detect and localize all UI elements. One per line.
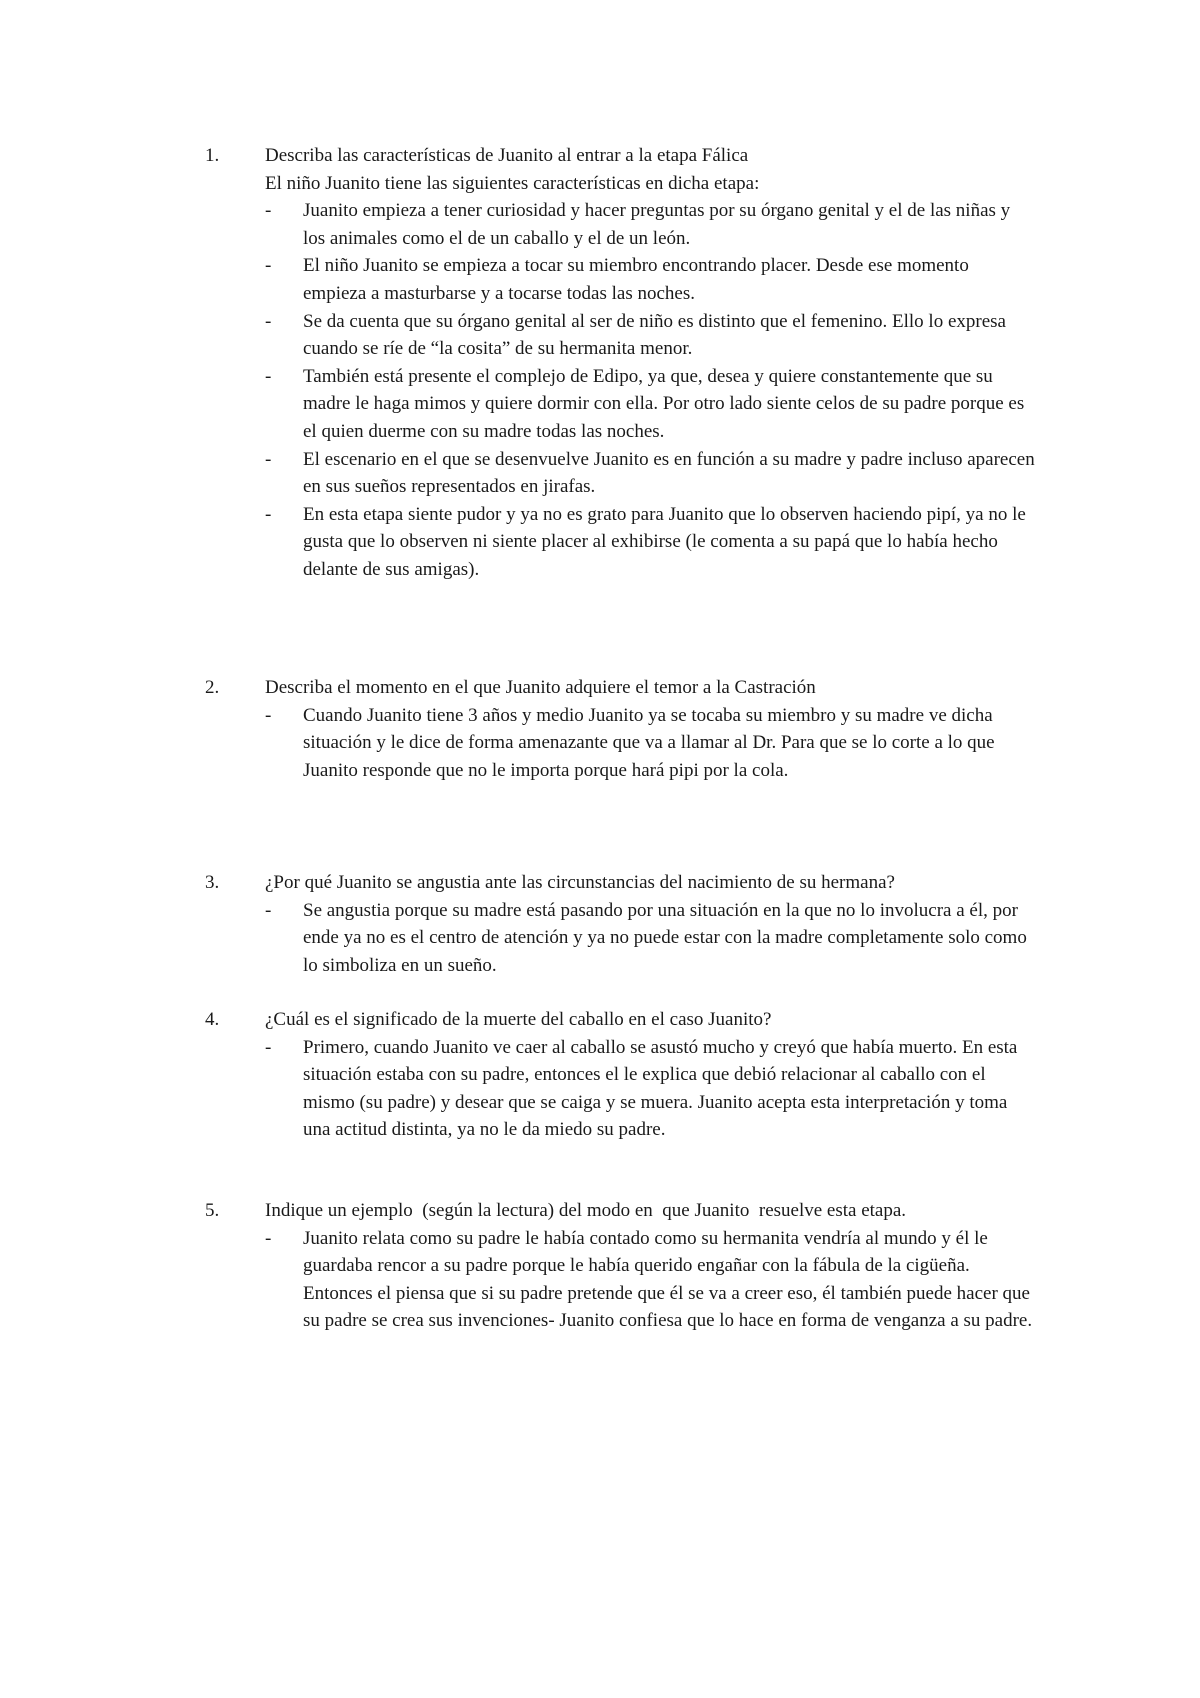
answer-item bbox=[205, 1225, 1035, 1335]
bullet-dash: - bbox=[265, 1036, 272, 1058]
answer-item bbox=[205, 197, 1035, 252]
bullet-dash: - bbox=[265, 503, 272, 525]
question-header bbox=[205, 142, 1035, 170]
question-number: 4. bbox=[205, 1009, 220, 1030]
bullet-dash: - bbox=[265, 310, 272, 332]
answer-text: El niño Juanito se empieza a tocar su miembro encontrando placer. Desde ese momento empieza a masturbarse y a tocarse todas las noches. bbox=[303, 255, 969, 304]
answer-item bbox=[205, 308, 1035, 363]
question-title: ¿Por qué Juanito se angustia ante las circunstancias del nacimiento de su hermana? bbox=[265, 872, 895, 893]
question-4 bbox=[205, 1006, 1035, 1144]
question-title: ¿Cuál es el significado de la muerte del caballo en el caso Juanito? bbox=[265, 1009, 772, 1030]
bullet-dash: - bbox=[265, 704, 272, 726]
question-title: Describa el momento en el que Juanito adquiere el temor a la Castración bbox=[265, 677, 816, 698]
question-1 bbox=[205, 142, 1035, 584]
bullet-dash: - bbox=[265, 255, 272, 277]
bullet-dash: - bbox=[265, 1227, 272, 1249]
answer-list bbox=[205, 1225, 1035, 1335]
question-5 bbox=[205, 1197, 1035, 1335]
question-3 bbox=[205, 869, 1035, 979]
question-number: 2. bbox=[205, 677, 220, 698]
answer-list bbox=[205, 897, 1035, 980]
answer-list bbox=[205, 1034, 1035, 1144]
answer-item bbox=[205, 252, 1035, 307]
question-header bbox=[205, 674, 1035, 702]
question-2 bbox=[205, 674, 1035, 784]
question-number: 1. bbox=[205, 145, 220, 166]
question-title: Describa las características de Juanito al entrar a la etapa Fálica bbox=[265, 145, 749, 166]
question-header bbox=[205, 1006, 1035, 1034]
answer-text: Primero, cuando Juanito ve caer al caballo se asustó mucho y creyó que había muerto. En esta situación estaba con su padre, entonces el le explica que debió relacionar al caballo con el mismo (su padre) y desear que se caiga y se muera. Juanito acepta esta interpretación y toma una actitud distinta, ya no le da miedo su padre. bbox=[303, 1036, 1018, 1141]
bullet-dash: - bbox=[265, 899, 272, 921]
answer-item bbox=[205, 501, 1035, 584]
answer-list bbox=[205, 702, 1035, 785]
answer-text: Cuando Juanito tiene 3 años y medio Juanito ya se tocaba su miembro y su madre ve dicha situación y le dice de forma amenazante que va a llamar al Dr. Para que se lo corte a lo que Juanito responde que no le importa porque hará pipi por la cola. bbox=[303, 704, 995, 781]
answer-item bbox=[205, 446, 1035, 501]
question-number: 3. bbox=[205, 872, 220, 893]
answer-item bbox=[205, 1034, 1035, 1144]
answer-text: En esta etapa siente pudor y ya no es grato para Juanito que lo observen haciendo pipí, ya no le gusta que lo observen ni siente placer al exhibirse (le comenta a su papá que lo había hecho delante de sus amigas). bbox=[303, 503, 1026, 580]
question-number: 5. bbox=[205, 1200, 220, 1221]
question-header bbox=[205, 869, 1035, 897]
bullet-dash: - bbox=[265, 200, 272, 222]
question-header bbox=[205, 1197, 1035, 1225]
answer-text: Se angustia porque su madre está pasando por una situación en la que no lo involucra a él, por ende ya no es el centro de atención y ya no puede estar con la madre completamente solo como lo simboliza en un sueño. bbox=[303, 899, 1027, 976]
answer-item bbox=[205, 897, 1035, 980]
answer-item bbox=[205, 363, 1035, 446]
answer-text: El escenario en el que se desenvuelve Juanito es en función a su madre y padre incluso aparecen en sus sueños representados en jirafas. bbox=[303, 448, 1035, 498]
answer-text: También está presente el complejo de Edipo, ya que, desea y quiere constantemente que su madre le haga mimos y quiere dormir con ella. Por otro lado siente celos de su padre porque es el quien duerme con su madre todas las noches. bbox=[303, 365, 1025, 442]
answer-list bbox=[205, 197, 1035, 583]
question-intro: El niño Juanito tiene las siguientes características en dicha etapa: bbox=[265, 172, 760, 194]
answer-text: Juanito relata como su padre le había contado como su hermanita vendría al mundo y él le guardaba rencor a su padre porque le había querido engañar con la fábula de la cigüeña. Entonces el piensa que si su padre pretende que él se va a creer eso, él también puede hacer que su padre se crea sus invenciones- Juanito confiesa que lo hace en forma de venganza a su padre. bbox=[303, 1227, 1033, 1332]
bullet-dash: - bbox=[265, 448, 272, 470]
answer-text: Juanito empieza a tener curiosidad y hacer preguntas por su órgano genital y el de las niñas y los animales como el de un caballo y el de un león. bbox=[303, 200, 1011, 249]
question-title: Indique un ejemplo (según la lectura) del modo en que Juanito resuelve esta etapa. bbox=[265, 1200, 907, 1221]
bullet-dash: - bbox=[265, 365, 272, 387]
answer-text: Se da cuenta que su órgano genital al ser de niño es distinto que el femenino. Ello lo expresa cuando se ríe de “la cosita” de su hermanita menor. bbox=[303, 310, 1006, 360]
answer-item bbox=[205, 702, 1035, 785]
